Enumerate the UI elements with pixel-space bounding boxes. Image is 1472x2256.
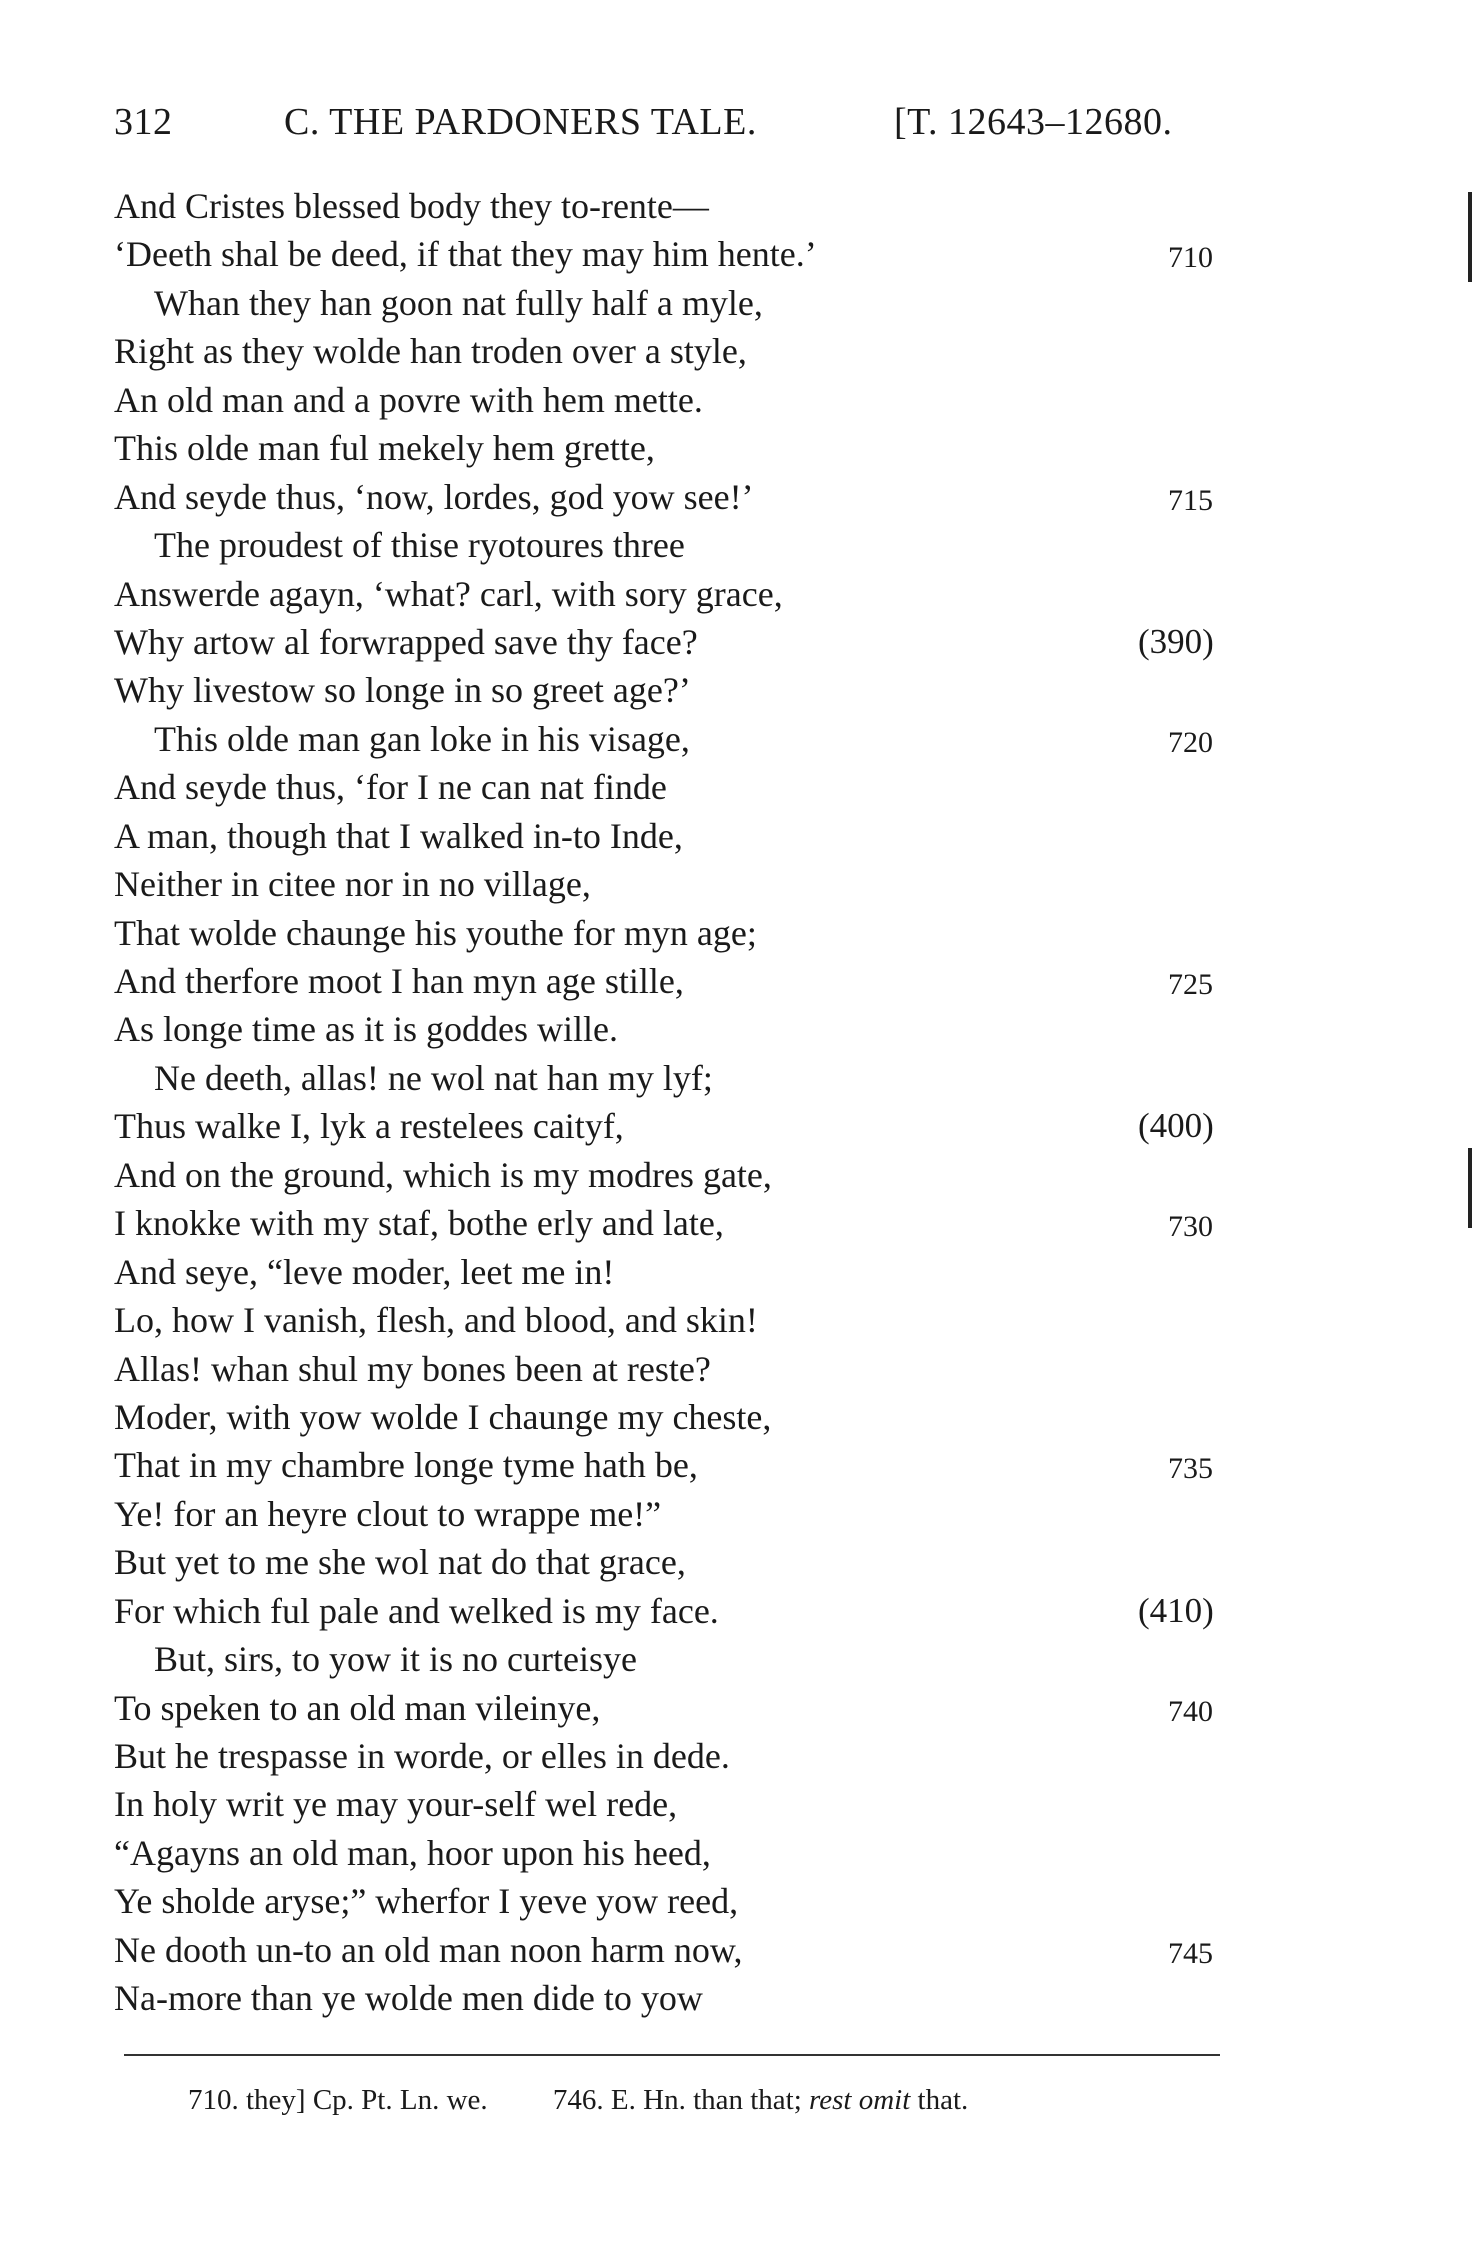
verse-text: As longe time as it is goddes wille. xyxy=(114,1009,618,1050)
verse-line xyxy=(114,1151,1224,1199)
verse-text: And therfore moot I han myn age stille, xyxy=(114,961,684,1001)
verse-line xyxy=(114,1926,1224,1974)
verse-line xyxy=(114,618,1224,666)
footnote-746-prefix: 746. E. Hn. than that; xyxy=(552,2084,802,2116)
verse-text: “Agayns an old man, hoor upon his heed, xyxy=(114,1832,711,1873)
verse-line xyxy=(114,666,1224,714)
line-number: 740 xyxy=(1168,1694,1213,1728)
verse-line xyxy=(114,909,1224,957)
verse-line xyxy=(114,230,1224,278)
verse-line xyxy=(114,1199,1224,1247)
verse-text: Whan they han goon nat fully half a myle, xyxy=(154,282,763,323)
verse-line xyxy=(114,1780,1224,1828)
verse-text: And seyde thus, ‘for I ne can nat finde xyxy=(114,767,667,808)
verse-line xyxy=(114,1732,1224,1780)
verse-line xyxy=(114,1005,1224,1053)
running-title: C. THE PARDONERS TALE. xyxy=(284,101,757,143)
verse-text: But he trespasse in worde, or elles in dede. xyxy=(114,1736,730,1776)
verse-line xyxy=(114,570,1224,618)
line-number: 730 xyxy=(1168,1210,1213,1244)
footnote-rule xyxy=(124,2054,1220,2056)
verse-line xyxy=(114,1829,1224,1877)
verse-line xyxy=(114,1974,1224,2022)
alt-line-number: (400) xyxy=(1138,1106,1214,1146)
line-number: 745 xyxy=(1168,1936,1213,1970)
verse-line xyxy=(114,1490,1224,1538)
verse-line xyxy=(114,1248,1224,1296)
verse-line xyxy=(114,763,1224,811)
verse-text: This olde man gan loke in his visage, xyxy=(154,718,690,759)
verse-text: Moder, with yow wolde I chaunge my cheste, xyxy=(114,1396,772,1437)
verse-text: And seye, “leve moder, leet me in! xyxy=(114,1251,615,1292)
verse-text: And seyde thus, ‘now, lordes, god yow see!’ xyxy=(114,476,754,517)
verse-block xyxy=(114,182,1224,2023)
line-number: 710 xyxy=(1168,241,1213,275)
verse-text: That wolde chaunge his youthe for myn age; xyxy=(114,912,757,953)
scan-edge-mark xyxy=(1468,192,1472,282)
verse-line xyxy=(114,1054,1224,1102)
verse-text: Why livestow so longe in so greet age?’ xyxy=(114,670,691,711)
verse-line xyxy=(114,957,1224,1005)
verse-text: Ne deeth, allas! ne wol nat han my lyf; xyxy=(154,1057,713,1098)
verse-text: Ye! for an heyre clout to wrappe me!” xyxy=(114,1493,662,1534)
verse-text: Answerde agayn, ‘what? carl, with sory grace, xyxy=(114,573,783,614)
verse-line xyxy=(114,1877,1224,1925)
verse-line xyxy=(114,1345,1224,1393)
verse-text: Ye sholde aryse;” wherfor I yeve yow reed, xyxy=(114,1881,739,1922)
line-range: [T. 12643–12680. xyxy=(894,101,1173,143)
verse-text: To speken to an old man vileinye, xyxy=(114,1687,601,1728)
verse-line xyxy=(114,1102,1224,1150)
page-number: 312 xyxy=(114,101,173,143)
line-number: 735 xyxy=(1168,1452,1213,1486)
verse-line xyxy=(114,1296,1224,1344)
verse-line xyxy=(114,376,1224,424)
verse-text: Neither in citee nor in no village, xyxy=(114,864,591,905)
verse-text: Right as they wolde han troden over a style, xyxy=(114,331,747,372)
verse-text: Thus walke I, lyk a restelees caityf, xyxy=(114,1106,624,1147)
verse-text: In holy writ ye may your-self wel rede, xyxy=(114,1784,678,1825)
verse-line xyxy=(114,521,1224,569)
verse-text: But yet to me she wol nat do that grace, xyxy=(114,1542,686,1583)
verse-text: I knokke with my staf, bothe erly and late, xyxy=(114,1203,724,1244)
line-number: 725 xyxy=(1168,968,1213,1001)
verse-line xyxy=(114,182,1224,230)
verse-line xyxy=(114,1635,1224,1683)
verse-text: Allas! whan shul my bones been at reste? xyxy=(114,1348,711,1389)
verse-text: An old man and a povre with hem mette. xyxy=(114,379,703,420)
verse-text: Why artow al forwrapped save thy face? xyxy=(114,621,698,662)
verse-text: For which ful pale and welked is my face. xyxy=(114,1590,719,1631)
footnote-746-italic: rest omit xyxy=(809,2084,911,2116)
verse-text: Ne dooth un-to an old man noon harm now, xyxy=(114,1929,743,1970)
verse-line xyxy=(114,1538,1224,1586)
verse-line xyxy=(114,327,1224,375)
line-number: 715 xyxy=(1168,483,1213,517)
verse-line xyxy=(114,1393,1224,1441)
verse-text: A man, though that I walked in-to Inde, xyxy=(114,815,683,856)
verse-text: And Cristes blessed body they to-rente— xyxy=(114,186,709,226)
verse-text: And on the ground, which is my modres gate, xyxy=(114,1154,772,1195)
verse-line xyxy=(114,812,1224,860)
verse-line xyxy=(114,860,1224,908)
running-header xyxy=(114,100,1224,150)
verse-line xyxy=(114,473,1224,521)
verse-line xyxy=(114,715,1224,763)
scan-edge-mark xyxy=(1468,1148,1472,1228)
verse-line xyxy=(114,1441,1224,1489)
footnote-746-suffix: that. xyxy=(917,2084,969,2116)
verse-text: Na-more than ye wolde men dide to yow xyxy=(114,1978,703,2019)
verse-line xyxy=(114,279,1224,327)
verse-line xyxy=(114,1587,1224,1635)
alt-line-number: (410) xyxy=(1138,1590,1214,1630)
verse-line xyxy=(114,1684,1224,1732)
verse-text: That in my chambre longe tyme hath be, xyxy=(114,1445,698,1486)
alt-line-number: (390) xyxy=(1138,621,1214,661)
footnote-746 xyxy=(553,2084,968,2116)
footnotes xyxy=(188,2084,968,2117)
verse-text: But, sirs, to yow it is no curteisye xyxy=(154,1639,637,1680)
verse-text: ‘Deeth shal be deed, if that they may him hente.’ xyxy=(114,234,817,275)
footnote-710: 710. they] Cp. Pt. Ln. we. xyxy=(188,2084,488,2116)
verse-text: The proudest of thise ryotoures three xyxy=(154,525,685,566)
verse-text: This olde man ful mekely hem grette, xyxy=(114,428,655,469)
verse-line xyxy=(114,424,1224,472)
verse-text: Lo, how I vanish, flesh, and blood, and skin! xyxy=(114,1300,758,1341)
line-number: 720 xyxy=(1168,725,1213,759)
